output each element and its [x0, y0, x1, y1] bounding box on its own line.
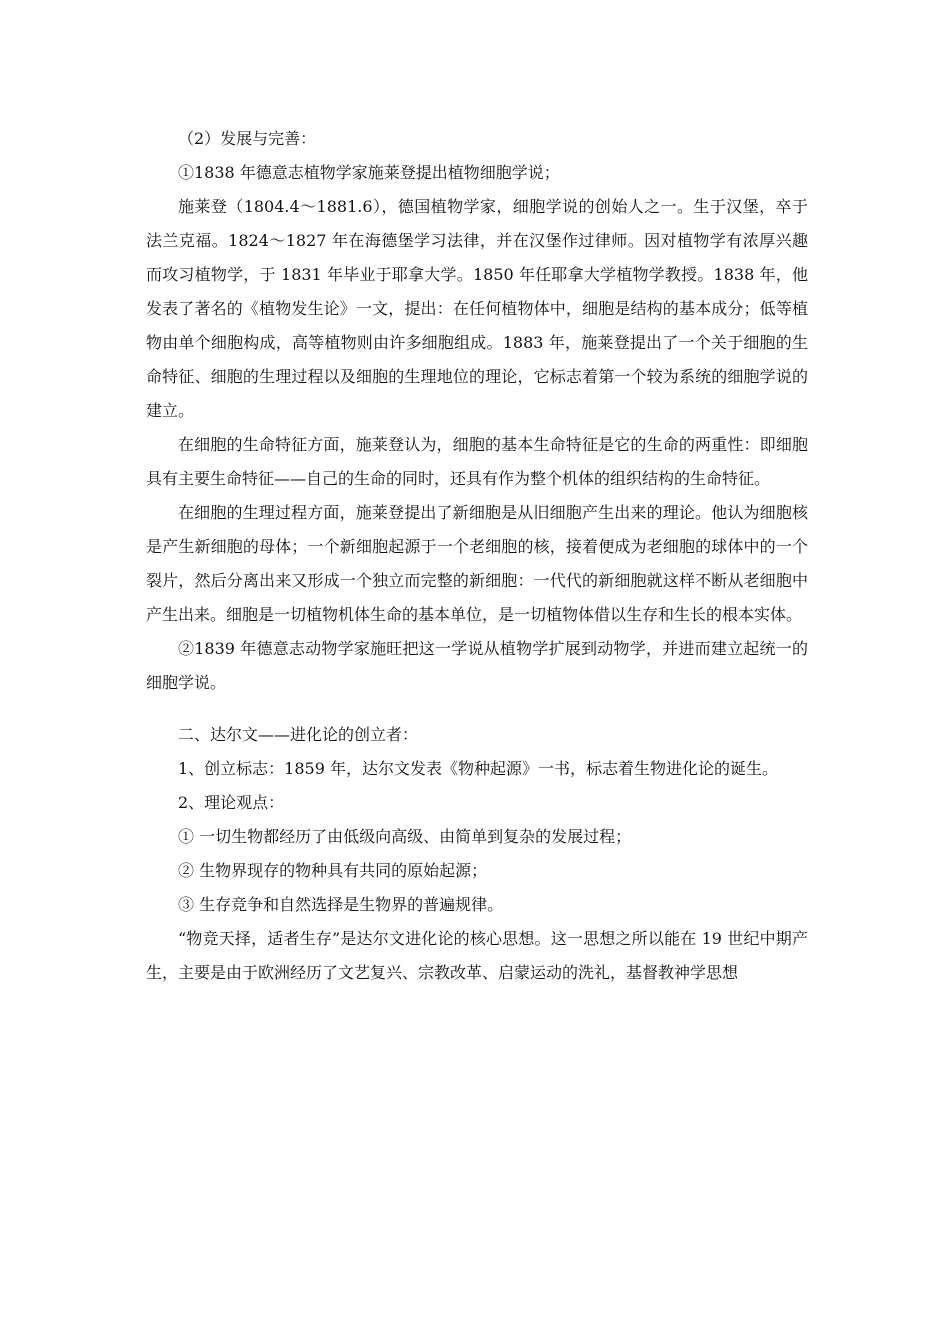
core-idea-paragraph: “物竞天择，适者生存”是达尔文进化论的核心思想。这一思想之所以能在 19 世纪中期产生，主要是由于欧洲经历了文艺复兴、宗教改革、启蒙运动的洗礼，基督教神学思想 — [146, 929, 808, 982]
darwin-section-heading: 二、达尔文——进化论的创立者： — [178, 725, 419, 744]
life-features-paragraph: 在细胞的生命特征方面，施莱登认为，细胞的基本生命特征是它的生命的两重性：即细胞具有主要生命特征——自己的生命的同时，还具有作为整个机体的组织结构的生命特征。 — [146, 435, 808, 488]
item-1838-paragraph: ①1838 年德意志植物学家施莱登提出植物细胞学说； — [178, 163, 560, 182]
schleiden-bio-paragraph: 施莱登（1804.4～1881.6），德国植物学家，细胞学说的创始人之一。生于汉堡，卒于法兰克福。1824～1827 年在海德堡学习法律，并在汉堡作过律师。因对植物学有浓厚兴趣而攻习植物学，于 1831 年毕业于耶拿大学。1850 年任耶拿大学植物学教授。1838 年，他发表了著名的《植物发生论》一文，提出：在任何植物体中，细胞是结构的基本成分；低等植物由单个细胞构成，高等植物则由许多细胞组成。1883 年，施莱登提出了一个关于细胞的生命特征、细胞的生理过程以及细胞的生理地位的理论，它标志着第一个较为系统的细胞学说的建立。 — [146, 197, 808, 420]
section-spacer — [146, 700, 808, 718]
item-1839-paragraph: ②1839 年德意志动物学家施旺把这一学说从植物学扩展到动物学，并进而建立起统一的细胞学说。 — [146, 639, 808, 692]
founding-mark-paragraph: 1、创立标志：1859 年，达尔文发表《物种起源》一书，标志着生物进化论的诞生。 — [178, 759, 778, 778]
theory-point-2: ② 生物界现存的物种具有共同的原始起源； — [178, 861, 488, 880]
theory-point-1: ① 一切生物都经历了由低级向高级、由简单到复杂的发展过程； — [178, 827, 632, 846]
document-body — [146, 122, 808, 990]
theory-heading: 2、理论观点： — [178, 793, 285, 812]
theory-point-3: ③ 生存竞争和自然选择是生物界的普遍规律。 — [178, 895, 504, 914]
section-develop-heading: （2）发展与完善： — [178, 129, 317, 148]
physiology-paragraph: 在细胞的生理过程方面，施莱登提出了新细胞是从旧细胞产生出来的理论。他认为细胞核是产生新细胞的母体；一个新细胞起源于一个老细胞的核，接着便成为老细胞的球体中的一个裂片，然后分离出来又形成一个独立而完整的新细胞：一代代的新细胞就这样不断从老细胞中产生出来。细胞是一切植物机体生命的基本单位，是一切植物体借以生存和生长的根本实体。 — [146, 503, 808, 624]
